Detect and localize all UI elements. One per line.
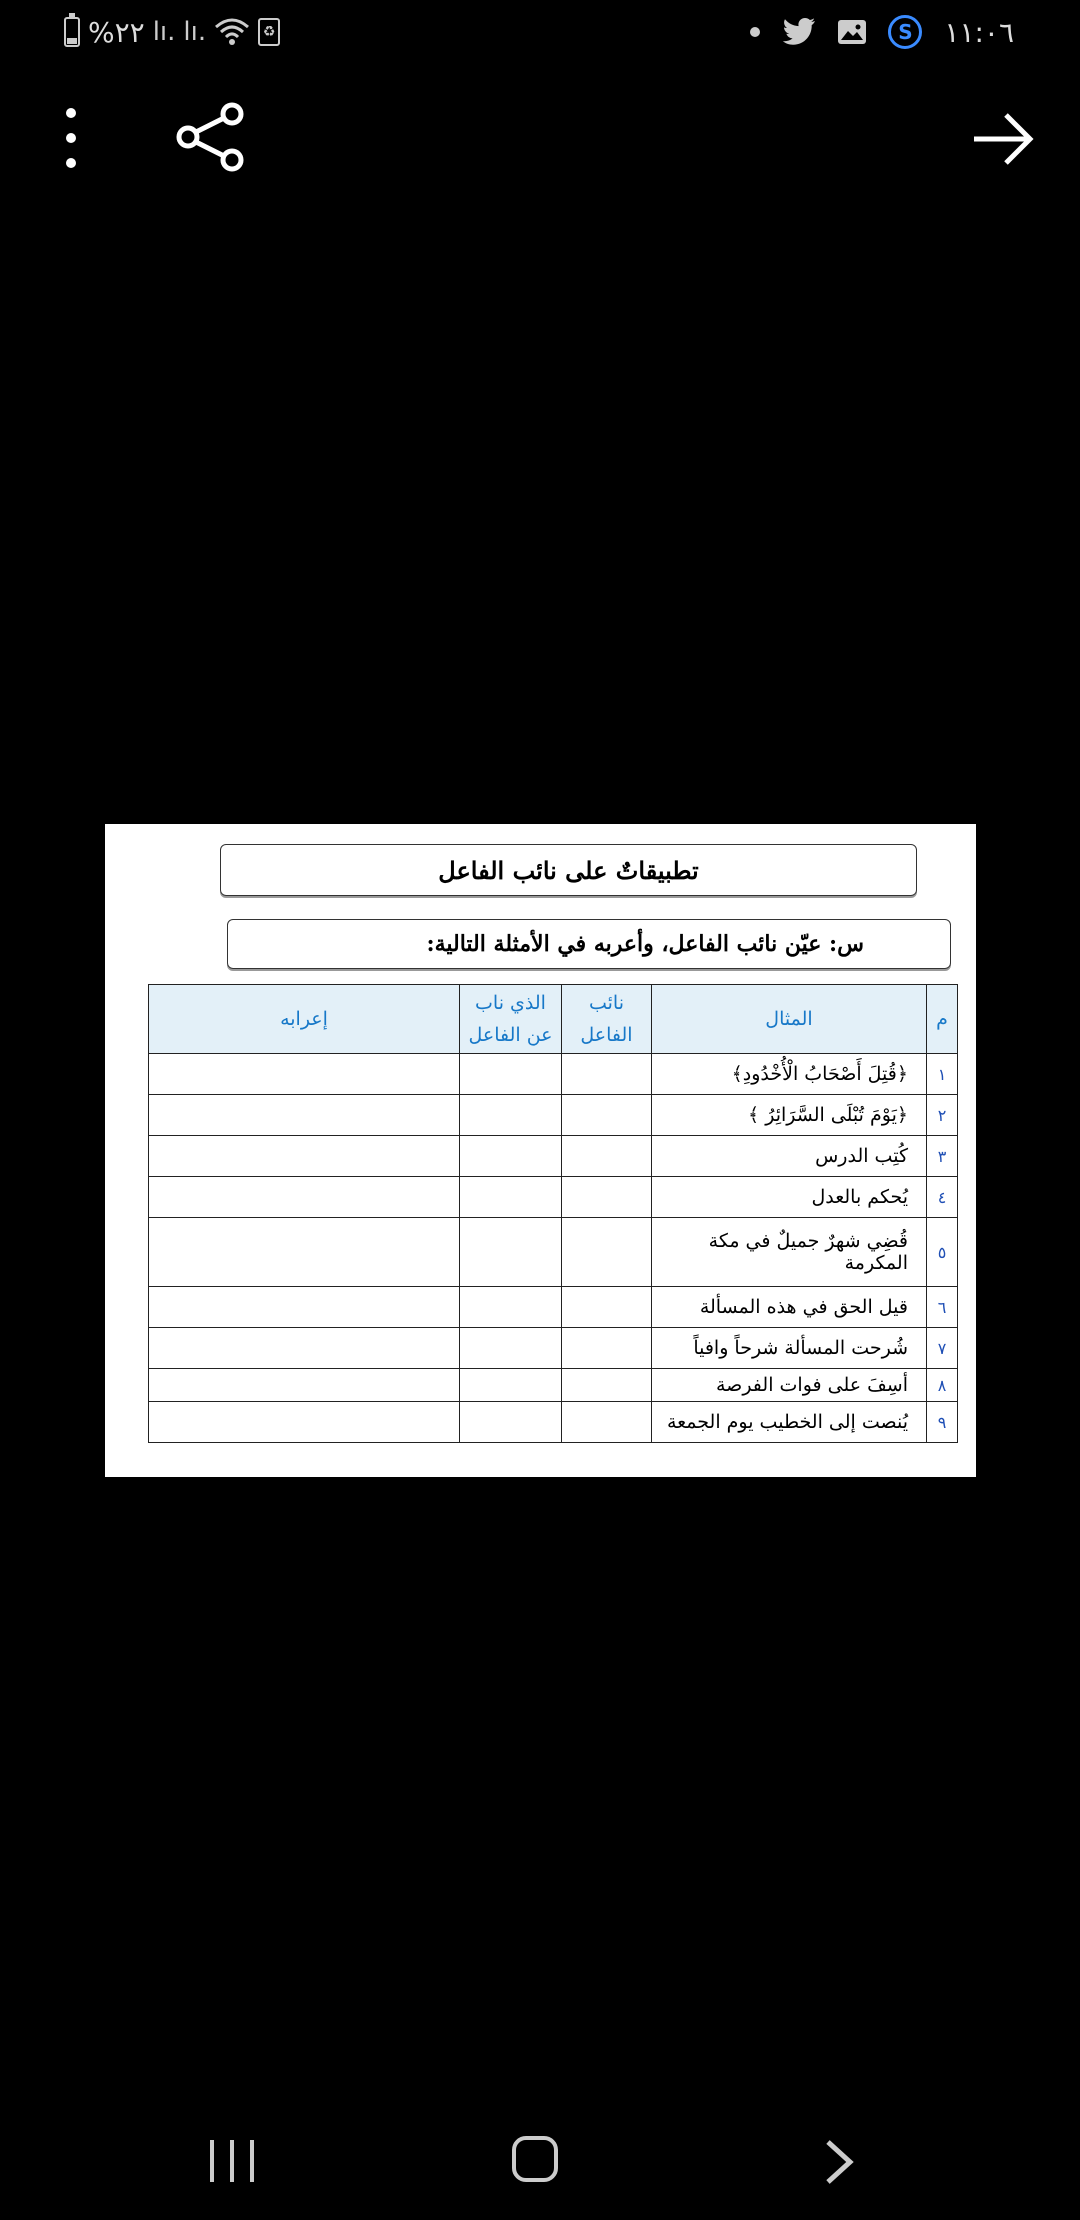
row-example: أسِفَ على فوات الفرصة [652,1369,927,1402]
cell-empty [562,1054,652,1095]
row-num: ٥ [927,1218,958,1287]
cell-empty [460,1369,562,1402]
cell-empty [562,1136,652,1177]
document-question: س: عيّن نائب الفاعل، وأعربه في الأمثلة التالية: [227,919,951,969]
table-header-row [149,985,958,1054]
cell-empty [562,1328,652,1369]
document-image [105,824,976,1477]
table-row [149,1402,958,1443]
cell-empty [562,1095,652,1136]
s-app-icon: S [888,15,922,49]
battery-percent: %٢٢ [88,15,145,49]
row-num: ١ [927,1054,958,1095]
cell-empty [149,1177,460,1218]
cell-empty [460,1218,562,1287]
row-num: ٢ [927,1095,958,1136]
image-icon [838,20,866,44]
cell-empty [149,1095,460,1136]
status-right [750,10,1014,54]
share-icon[interactable] [174,100,248,174]
cell-empty [460,1054,562,1095]
table-row [149,1177,958,1218]
viewer-toolbar [0,90,1080,180]
row-num: ٤ [927,1177,958,1218]
cell-empty [149,1136,460,1177]
home-icon[interactable] [512,2136,558,2182]
header-replaced-subject: الذي ناب عن الفاعل [460,985,562,1054]
cell-empty [149,1054,460,1095]
row-example: قُضِي شهرٌ جميلٌ في مكة المكرمة [652,1218,927,1287]
row-example: ﴿قُتِلَ أَصْحَابُ الْأُخْدُودِ﴾ [652,1054,927,1095]
document-title: تطبيقاتٌ على نائب الفاعل [220,844,917,896]
recents-icon[interactable] [210,2140,254,2182]
clock: ١١:٠٦ [944,15,1014,49]
cell-empty [149,1218,460,1287]
cell-empty [149,1328,460,1369]
wifi-icon [214,17,250,47]
cell-empty [460,1287,562,1328]
header-example: المثال [652,985,927,1054]
cell-empty [460,1328,562,1369]
status-left [64,10,280,54]
table-row [149,1287,958,1328]
row-example: يُحكم بالعدل [652,1177,927,1218]
status-bar [0,0,1080,64]
row-example: شُرحت المسألة شرحاً وافياً [652,1328,927,1369]
recycle-icon: ♻ [258,18,280,46]
back-icon[interactable] [820,2138,860,2186]
cell-empty [562,1402,652,1443]
header-num: م [927,985,958,1054]
cell-empty [460,1136,562,1177]
header-parsing: إعرابه [149,985,460,1054]
row-num: ٣ [927,1136,958,1177]
cell-empty [562,1287,652,1328]
cell-empty [460,1177,562,1218]
battery-icon [64,17,80,47]
row-num: ٦ [927,1287,958,1328]
navigation-bar [0,2120,1080,2200]
row-example: قيل الحق في هذه المسألة [652,1287,927,1328]
cell-empty [460,1402,562,1443]
row-num: ٧ [927,1328,958,1369]
row-num: ٨ [927,1369,958,1402]
cell-empty [562,1218,652,1287]
header-deputy-subject: نائب الفاعل [562,985,652,1054]
notification-dot-icon [750,27,760,37]
signal-icon-2: lı. [183,17,207,47]
row-example: يُنصت إلى الخطيب يوم الجمعة [652,1402,927,1443]
cell-empty [562,1177,652,1218]
table-row [149,1218,958,1287]
exercise-table [148,984,958,1443]
more-options-icon[interactable] [56,108,86,168]
row-example: كُتِب الدرس [652,1136,927,1177]
cell-empty [460,1095,562,1136]
signal-icon: lı. [152,17,176,47]
twitter-icon [782,18,816,46]
cell-empty [149,1369,460,1402]
cell-empty [149,1287,460,1328]
row-num: ٩ [927,1402,958,1443]
cell-empty [562,1369,652,1402]
row-example: ﴿يَوْمَ تُبْلَى السَّرَائِرُ ﴾ [652,1095,927,1136]
table-row [149,1095,958,1136]
battery-level [67,38,77,44]
table-row [149,1328,958,1369]
forward-arrow-icon[interactable] [968,104,1038,174]
table-row [149,1369,958,1402]
table-row [149,1136,958,1177]
cell-empty [149,1402,460,1443]
table-row [149,1054,958,1095]
